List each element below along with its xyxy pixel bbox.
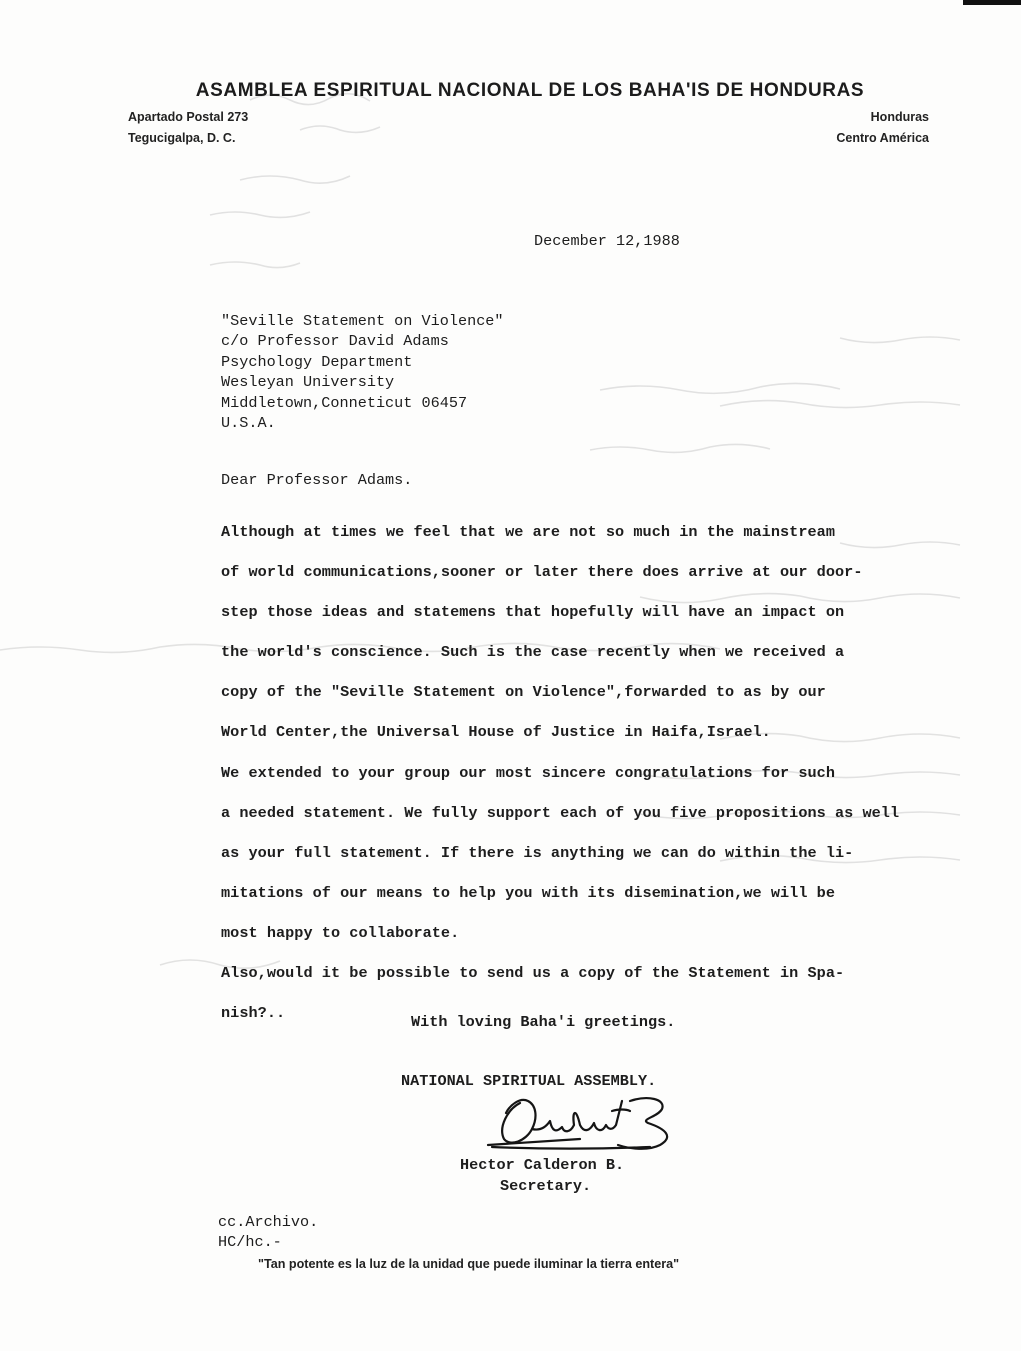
address-line: Psychology Department bbox=[221, 352, 413, 371]
letterhead-address bbox=[128, 107, 248, 149]
body-line: mitations of our means to help you with its disemination,we will be bbox=[221, 883, 835, 902]
signer-name: Hector Calderon B. bbox=[460, 1156, 625, 1174]
address-line: "Seville Statement on Violence" bbox=[221, 312, 504, 330]
body-line: the world's conscience. Such is the case recently when we received a bbox=[221, 643, 845, 662]
letterhead-title: ASAMBLEA ESPIRITUAL NACIONAL DE LOS BAHA'IS DE HONDURAS bbox=[195, 80, 865, 101]
address-line: U.S.A. bbox=[221, 414, 276, 433]
address-line: c/o Professor David Adams bbox=[221, 332, 449, 351]
signature-block bbox=[460, 1155, 624, 1196]
cc-notation bbox=[218, 1213, 318, 1252]
letterhead-address-line: Tegucigalpa, D. C. bbox=[128, 131, 236, 145]
footer-motto: "Tan potente es la luz de la unidad que puede iluminar la tierra entera" bbox=[258, 1257, 680, 1271]
handwritten-signature bbox=[480, 1087, 690, 1157]
body-line: most happy to collaborate. bbox=[221, 923, 460, 942]
address-line: Middletown,Conneticut 06457 bbox=[221, 393, 468, 412]
scan-edge-mark bbox=[963, 0, 1021, 5]
signer-title: Secretary. bbox=[500, 1176, 592, 1195]
address-line: Wesleyan University bbox=[221, 373, 395, 392]
assembly-name: NATIONAL SPIRITUAL ASSEMBLY. bbox=[401, 1072, 657, 1090]
body-line: copy of the "Seville Statement on Violence",forwarded to as by our bbox=[221, 683, 826, 702]
recipient-address bbox=[221, 311, 504, 433]
body-line: step those ideas and statemens that hopefully will have an impact on bbox=[221, 603, 845, 622]
closing: With loving Baha'i greetings. bbox=[411, 1013, 676, 1031]
letter-date: December 12,1988 bbox=[534, 232, 680, 250]
letterhead-country-line: Centro América bbox=[836, 131, 929, 145]
body-line: nish?.. bbox=[221, 1004, 286, 1023]
cc-line: HC/hc.- bbox=[218, 1232, 282, 1251]
body-line: of world communications,sooner or later there does arrive at our door- bbox=[221, 563, 863, 582]
letterhead-country bbox=[836, 107, 929, 149]
body-line: Although at times we feel that we are not so much in the mainstream bbox=[221, 523, 835, 541]
letterhead-country-line: Honduras bbox=[870, 110, 929, 124]
body-line: We extended to your group our most sincere congratulations for such bbox=[221, 763, 835, 782]
letterhead-address-line: Apartado Postal 273 bbox=[128, 110, 249, 124]
salutation: Dear Professor Adams. bbox=[221, 471, 413, 489]
cc-line: cc.Archivo. bbox=[218, 1213, 319, 1231]
letter-body bbox=[221, 512, 899, 1033]
body-line: a needed statement. We fully support each of you five propositions as well bbox=[221, 803, 900, 822]
body-line: as your full statement. If there is anything we can do within the li- bbox=[221, 843, 854, 862]
body-line: Also,would it be possible to send us a copy of the Statement in Spa- bbox=[221, 964, 845, 983]
body-line: World Center,the Universal House of Justice in Haifa,Israel. bbox=[221, 723, 771, 742]
